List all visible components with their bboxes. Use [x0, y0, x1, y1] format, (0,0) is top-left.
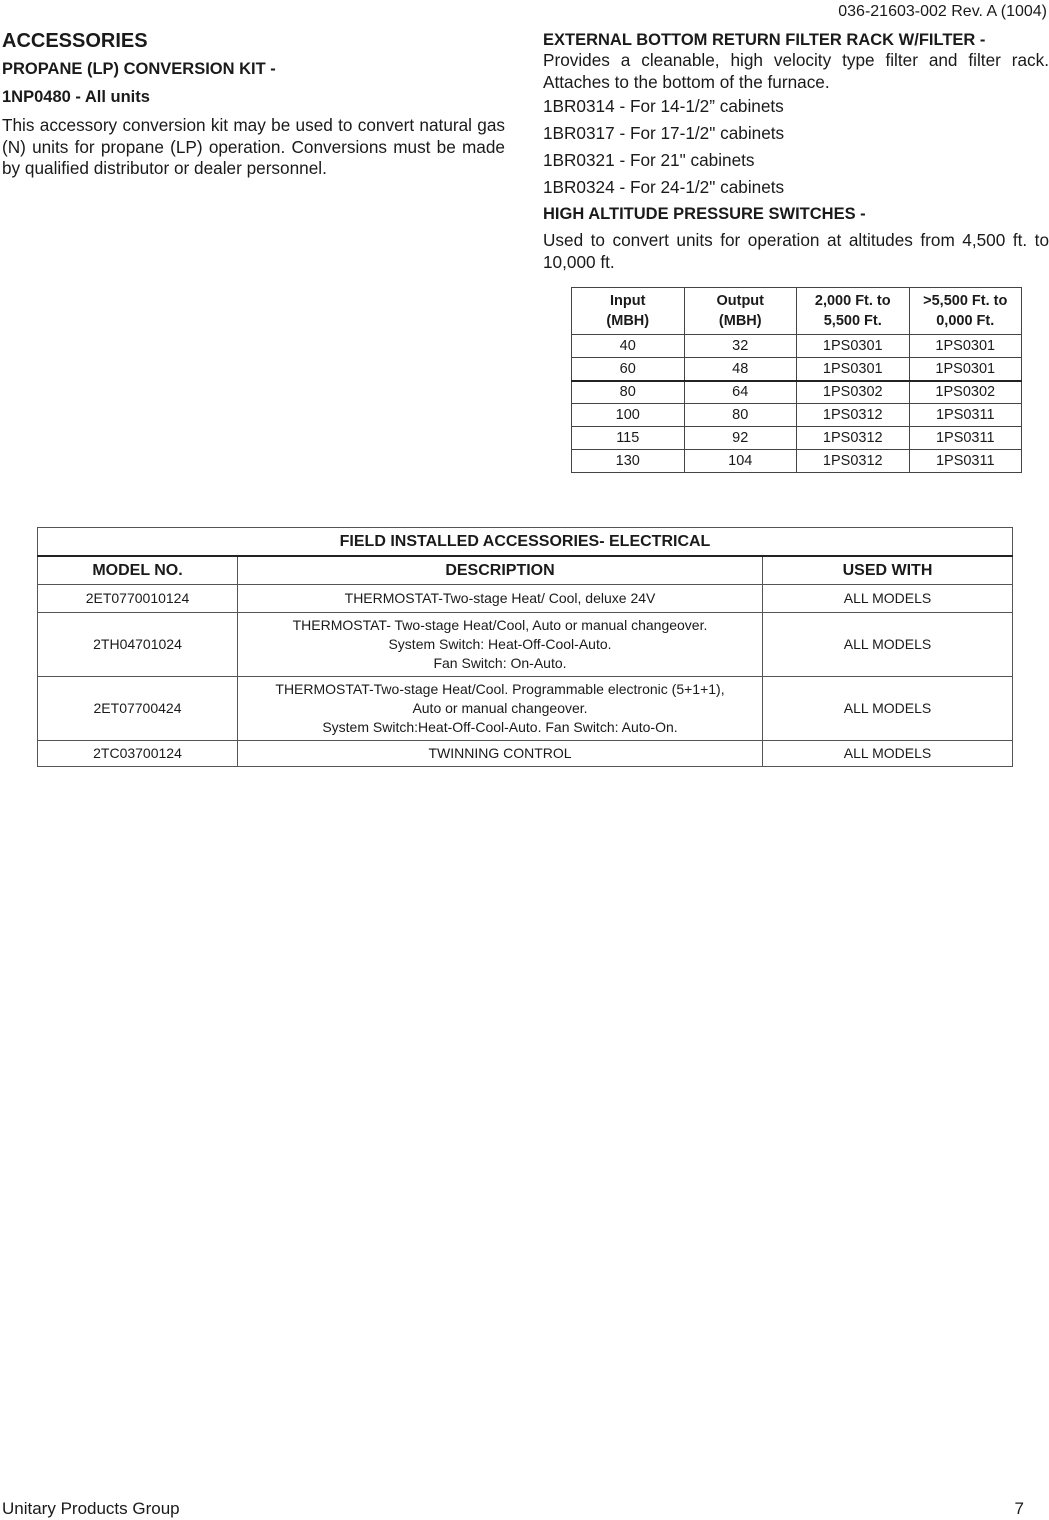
- header-high-altitude: >5,500 Ft. to 0,000 Ft.: [909, 288, 1022, 335]
- propane-kit-heading: PROPANE (LP) CONVERSION KIT -: [2, 60, 276, 78]
- cell-used-with: ALL MODELS: [763, 677, 1013, 741]
- header-used-with: USED WITH: [763, 556, 1013, 585]
- table-row: [38, 585, 1013, 613]
- cell-input: 130: [572, 449, 685, 472]
- cell-low-switch: 1PS0312: [797, 449, 910, 472]
- propane-kit-description: This accessory conversion kit may be used to convert natural gas (N) units for propane (LP) operation. Conversions must be made by qualified distributor or dealer personnel.: [2, 115, 505, 178]
- cell-model: 2TH04701024: [38, 613, 238, 677]
- altitude-heading: HIGH ALTITUDE PRESSURE SWITCHES -: [543, 205, 866, 223]
- footer-company: Unitary Products Group: [2, 1499, 180, 1518]
- cell-low-switch: 1PS0312: [797, 427, 910, 450]
- cell-high-switch: 1PS0301: [909, 357, 1022, 380]
- cell-output: 92: [684, 427, 797, 450]
- cell-description: THERMOSTAT-Two-stage Heat/ Cool, deluxe 24V: [238, 585, 763, 613]
- filter-item: 1BR0317 - For 17-1/2" cabinets: [543, 123, 785, 143]
- cell-output: 32: [684, 335, 797, 358]
- table-row: [38, 741, 1013, 767]
- header-output: Output (MBH): [684, 288, 797, 335]
- cell-input: 40: [572, 335, 685, 358]
- cell-description: THERMOSTAT-Two-stage Heat/Cool. Programmable electronic (5+1+1), Auto or manual changeover. System Switch:Heat-Off-Cool-Auto. Fan Switch: Auto-On.: [238, 677, 763, 741]
- table-header-row: [572, 288, 1022, 335]
- cell-description: TWINNING CONTROL: [238, 741, 763, 767]
- table-row: [38, 677, 1013, 741]
- header-description: DESCRIPTION: [238, 556, 763, 585]
- filter-item: 1BR0324 - For 24-1/2" cabinets: [543, 177, 785, 197]
- cell-output: 64: [684, 381, 797, 404]
- document-id: 036-21603-002 Rev. A (1004): [838, 3, 1047, 20]
- page-number: 7: [1014, 1499, 1024, 1518]
- filter-rack-heading: EXTERNAL BOTTOM RETURN FILTER RACK W/FILTER -: [543, 31, 986, 49]
- cell-high-switch: 1PS0311: [909, 404, 1022, 427]
- filter-rack-description: Provides a cleanable, high velocity type filter and filter rack. Attaches to the bottom of the furnace.: [543, 50, 1049, 92]
- table-header-row: [38, 556, 1013, 585]
- table-row: [572, 427, 1022, 450]
- table-row: [572, 357, 1022, 380]
- cell-high-switch: 1PS0311: [909, 427, 1022, 450]
- cell-used-with: ALL MODELS: [763, 585, 1013, 613]
- header-low-altitude: 2,000 Ft. to 5,500 Ft.: [797, 288, 910, 335]
- accessories-title: ACCESSORIES: [2, 30, 148, 52]
- cell-low-switch: 1PS0301: [797, 357, 910, 380]
- cell-used-with: ALL MODELS: [763, 613, 1013, 677]
- cell-low-switch: 1PS0312: [797, 404, 910, 427]
- cell-model: 2ET07700424: [38, 677, 238, 741]
- cell-input: 100: [572, 404, 685, 427]
- table-caption: FIELD INSTALLED ACCESSORIES- ELECTRICAL: [38, 528, 1013, 557]
- filter-item: 1BR0314 - For 14-1/2” cabinets: [543, 96, 784, 116]
- cell-description: THERMOSTAT- Two-stage Heat/Cool, Auto or manual changeover. System Switch: Heat-Off-Cool-Auto. Fan Switch: On-Auto.: [238, 613, 763, 677]
- right-column: [543, 30, 1049, 279]
- cell-input: 115: [572, 427, 685, 450]
- cell-low-switch: 1PS0301: [797, 335, 910, 358]
- altitude-switch-table: [571, 287, 1022, 473]
- table-row: [572, 335, 1022, 358]
- cell-used-with: ALL MODELS: [763, 741, 1013, 767]
- cell-high-switch: 1PS0301: [909, 335, 1022, 358]
- electrical-accessories-table: [37, 527, 1013, 767]
- filter-item: 1BR0321 - For 21" cabinets: [543, 150, 755, 170]
- header-input: Input (MBH): [572, 288, 685, 335]
- table-row: [572, 404, 1022, 427]
- header-model: MODEL NO.: [38, 556, 238, 585]
- cell-output: 48: [684, 357, 797, 380]
- cell-output: 104: [684, 449, 797, 472]
- cell-high-switch: 1PS0311: [909, 449, 1022, 472]
- table-row: [572, 449, 1022, 472]
- table-row: [572, 381, 1022, 404]
- altitude-description: Used to convert units for operation at altitudes from 4,500 ft. to 10,000 ft.: [543, 230, 1049, 272]
- cell-model: 2TC03700124: [38, 741, 238, 767]
- cell-output: 80: [684, 404, 797, 427]
- cell-model: 2ET0770010124: [38, 585, 238, 613]
- table-row: [38, 613, 1013, 677]
- cell-input: 80: [572, 381, 685, 404]
- cell-high-switch: 1PS0302: [909, 381, 1022, 404]
- left-column: [2, 30, 505, 186]
- cell-input: 60: [572, 357, 685, 380]
- cell-low-switch: 1PS0302: [797, 381, 910, 404]
- propane-kit-model: 1NP0480 - All units: [2, 88, 150, 106]
